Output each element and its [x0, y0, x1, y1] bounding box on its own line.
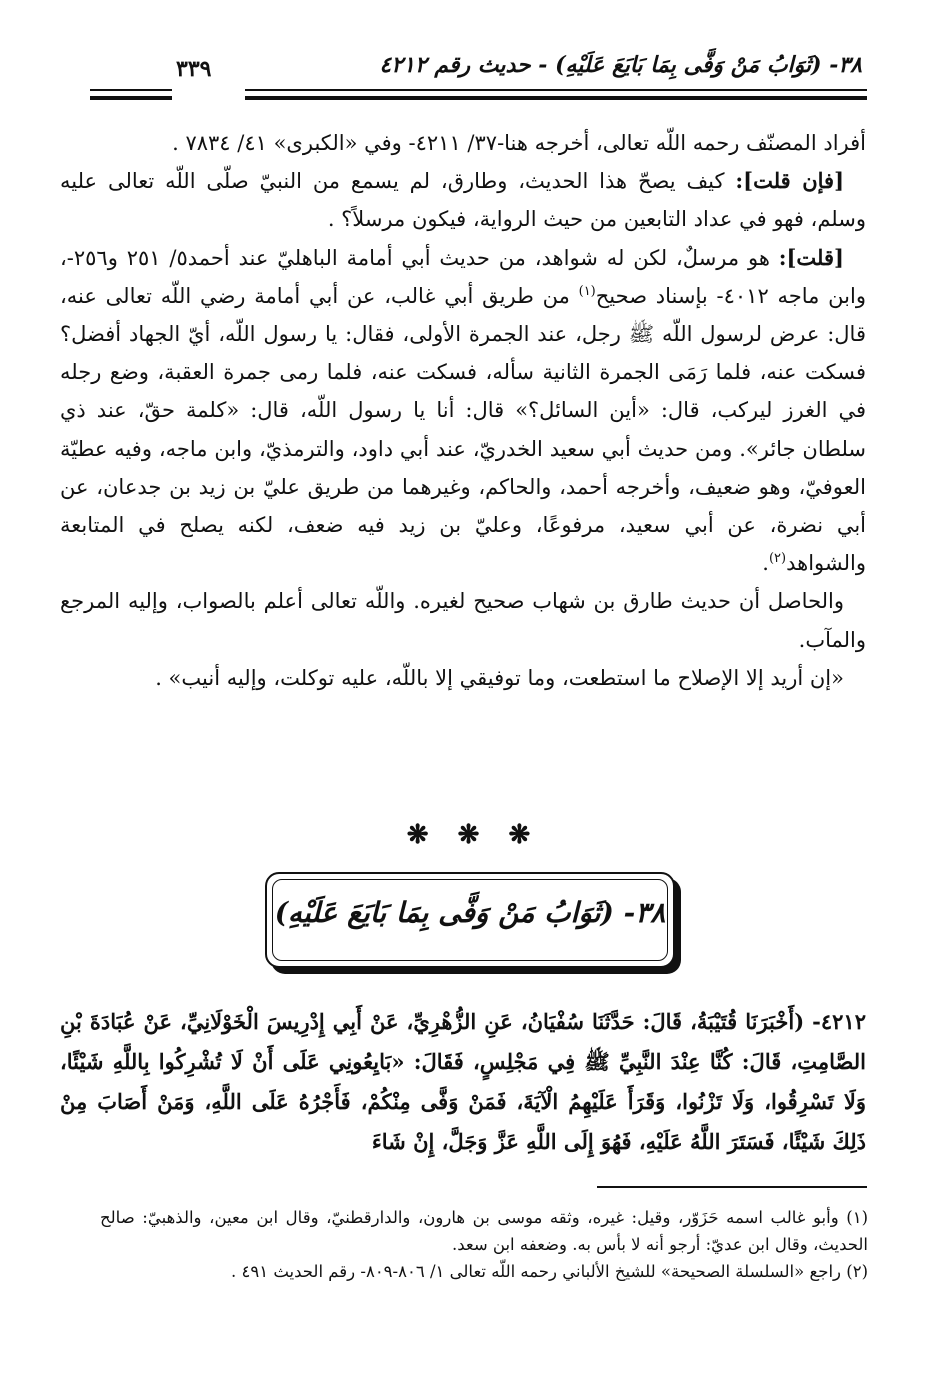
- chapter-box-frame: [265, 872, 675, 968]
- paragraph-2: [60, 162, 866, 238]
- chapter-title-box: [265, 872, 683, 976]
- section-divider-stars: ❋ ❋ ❋: [406, 820, 541, 850]
- header-title: ٣٨- (ثَوَابُ مَنْ وَفَّى بِمَا بَايَعَ عَلَيْهِ) - حديث رقم ٤٢١٢: [379, 52, 862, 78]
- paragraph-4: والحاصل أن حديث طارق بن شهاب صحيح لغيره. واللّه تعالى أعلم بالصواب، وإليه المرجع والمآب.: [60, 589, 866, 652]
- paragraph-3-text-b: من طريق أبي غالب، عن أبي أمامة رضي اللّه تعالى عنه، قال: عرض لرسول اللّه ﷺ رجل، عند الجمرة الأولى، فقال: يا رسول اللّه، أيّ الجهاد أفضل؟ فسكت عنه، فلما رَمَى الجمرة الثانية سأله، فسكت عنه، فلما رمى جمرة العقبة، وضع رجله في الغرز ليركب، قال: «أين السائل؟» قال: أنا يا رسول اللّه، قال: «كلمة حقّ، عند ذي سلطان جائر». ومن حديث أبي سعيد الخدريّ، عند أبي داود، والترمذيّ، وابن ماجه، وفيه عطيّة العوفيّ، وهو ضعيف، وأخرجه أحمد، والحاكم، وغيرهما من طريق عليّ بن زيد بن جدعان، عن أبي نضرة، عن أبي سعيد، مرفوعًا، وعليّ بن زيد فيه ضعف، لكنه يصلح في المتابعة والشواهد: [60, 283, 866, 576]
- chapter-title: ٣٨- (ثَوَابُ مَنْ وَفَّى بِمَا بَايَعَ عَلَيْهِ): [274, 896, 666, 929]
- paragraph-3-text-a: هو مرسلٌ، لكن له شواهد، من حديث أبي أمامة الباهليّ عند أحمد٥/ ٢٥١ و٢٥٦-، وابن ماجه ٤٠١٢- بإسناد صحيح: [60, 245, 866, 308]
- footnotes: [100, 1204, 868, 1285]
- footnote-2: (٢) راجع «السلسلة الصحيحة» للشيخ الألباني رحمه اللّه تعالى ١/ ٨٠٦-٨٠٩- رقم الحديث ٤٩١ .: [230, 1262, 868, 1281]
- hadith-text: ٤٢١٢- (أَخْبَرَنَا قُتَيْبَةُ، قَالَ: حَدَّثَنَا سُفْيَانُ، عَنِ الزُّهْرِيِّ، عَنْ أَبِي إِدْرِيسَ الْخَوْلَانِيِّ، عَنْ عُبَادَةَ بْنِ الصَّامِتِ، قَالَ: كُنَّا عِنْدَ النَّبِيِّ ﷺ فِي مَجْلِسٍ، فَقَالَ: «بَايِعُونِي عَلَى أَنْ لَا تُشْرِكُوا بِاللَّهِ شَيْئًا، وَلَا تَسْرِقُوا، وَلَا تَزْنُوا، وَقَرَأَ عَلَيْهِمُ الْآيَةَ، فَمَنْ وَفَّى مِنْكُمْ، فَأَجْرُهُ عَلَى اللَّهِ، وَمَنْ أَصَابَ مِنْ ذَلِكَ شَيْئًا، فَسَتَرَ اللَّهُ عَلَيْهِ، فَهُوَ إِلَى اللَّهِ عَزَّ وَجَلَّ، إِنْ شَاءَ: [60, 1009, 867, 1154]
- paragraph-3: [60, 239, 866, 583]
- answer-tag: [قلت]:: [778, 244, 844, 270]
- footnote-ref-2: (٢): [768, 551, 787, 567]
- header-rule-left-bottom: [90, 96, 172, 100]
- paragraph-2-text: كيف يصحّ هذا الحديث، وطارق، لم يسمع من النبيّ صلّى اللّه تعالى عليه وسلم، فهو في عداد التابعين من حيث الرواية، فيكون مرسلاً؟ .: [60, 169, 866, 232]
- paragraph-1: أفراد المصنّف رحمه اللّه تعالى، أخرجه هنا-٣٧/ ٤٢١١- وفي «الكبرى» ٤١/ ٧٨٣٤ .: [172, 131, 866, 155]
- header-rule-left-top: [90, 89, 172, 91]
- footnote-separator: [597, 1186, 867, 1188]
- paragraph-5: «إن أريد إلا الإصلاح ما استطعت، وما توفيقي إلا باللّه، عليه توكلت، وإليه أنيب» .: [155, 665, 844, 690]
- paragraph-3-end: .: [762, 551, 769, 576]
- page-number: ٣٣٩: [176, 56, 212, 82]
- question-tag: [فإن قلت]:: [735, 168, 845, 194]
- body-text: [60, 124, 866, 697]
- header-rule-right-top: [245, 89, 867, 91]
- footnote-1: (١) وأبو غالب اسمه حَزَوّر، وقيل: غيره، وثقه موسى بن هارون، والدارقطنيّ، وقال ابن معين، والذهبيّ: صالح الحديث، وقال ابن عديّ: أرجو أنه لا بأس به. وضعفه ابن سعد.: [100, 1208, 868, 1254]
- header-rule-right-bottom: [245, 96, 867, 100]
- footnote-ref-1: (١): [578, 283, 596, 299]
- running-header: [88, 52, 862, 102]
